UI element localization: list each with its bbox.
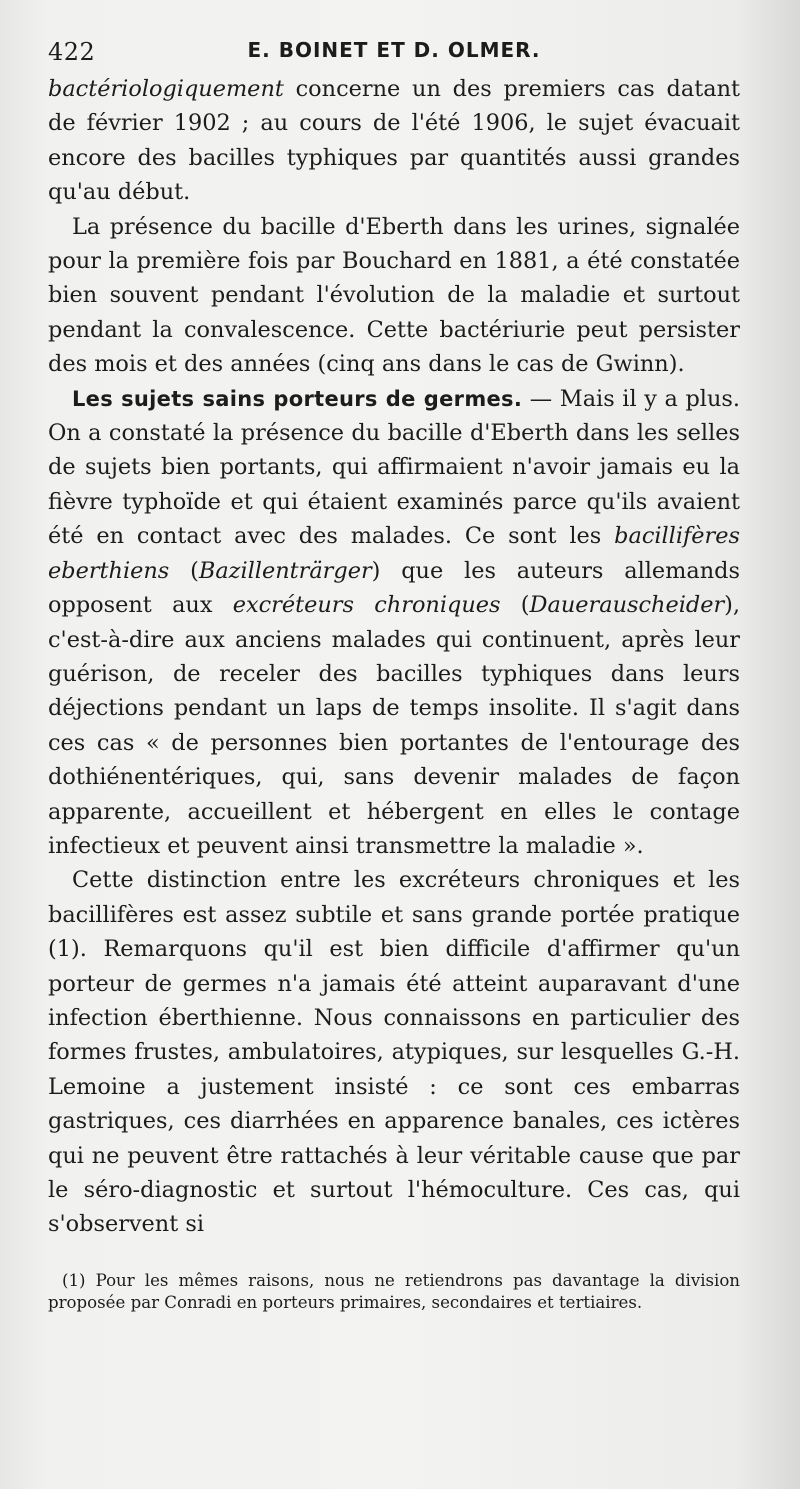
paragraph-text: Cette distinction entre les excréteurs chroniques et les bacillifères est assez subtile et sans grande portée pratique (1). Remarquons qu'il est bien difficile d'affirmer qu'un porteur de germes n'a jamais été atteint auparavant d'une infection éberthienne. Nous connaissons en particulier des formes frustes, ambulatoires, atypiques, sur lesquelles G.-H. Lemoine a justement insisté : ce sont ces embarras gastriques, ces diarrhées en apparence banales, ces ictères qui ne peuvent être rattachés à leur véritable cause que par le séro-diagnostic et surtout l'hémoculture. Ces cas, qui s'observent si [48, 867, 740, 1238]
paragraph-text: La présence du bacille d'Eberth dans les urines, signalée pour la première fois par Bouchard en 1881, a été constatée bien souvent pendant l'évolution de la maladie et surtout pendant la convalescence. Cette bactériurie peut persister des mois et des années (cinq ans dans le cas de Gwinn). [48, 213, 740, 378]
italic-term: bactériologiquement [48, 76, 284, 102]
paragraph-text: ) que les auteurs allemands opposent aux [48, 557, 740, 619]
page-number: 422 [48, 38, 96, 66]
paragraph-text: ), c'est-à-dire aux anciens malades qui continuent, après leur guérison, de receler des bacilles typhiques dans leurs déjections pendant un laps de temps insolite. Il s'agit dans ces cas « de personnes bien portantes de l'entourage des dothiénentériques, qui, sans devenir malades de façon apparente, accueillent et hébergent en elles le contage infectieux et peuvent ainsi transmettre la maladie ». [48, 592, 741, 859]
running-header [48, 30, 740, 70]
italic-term: excréteurs chroniques [232, 592, 501, 619]
paragraph-4 [48, 863, 740, 1241]
paragraph-1 [48, 72, 740, 210]
italic-term: bacillifères eberthiens [48, 523, 740, 584]
footnotes [48, 1270, 740, 1314]
paragraph-3 [48, 382, 740, 864]
paragraph-text: ( [169, 557, 199, 584]
italic-term: Dauerauscheider [529, 592, 725, 619]
paragraph-2 [48, 210, 740, 382]
footnote-1: (1) Pour les mêmes raisons, nous ne retiendrons pas davantage la division proposée par Conradi en porteurs primaires, secondaires et tertiaires. [48, 1270, 740, 1312]
paragraph-text: ( [500, 592, 530, 619]
main-text [48, 72, 740, 1242]
section-run-in-heading: Les sujets sains porteurs de germes. [72, 386, 523, 411]
running-title: E. BOINET ET D. OLMER. [247, 38, 541, 62]
paragraph-text: — Mais il y a plus. On a constaté la présence du bacille d'Eberth dans les selles de sujets bien portants, qui affirmaient n'avoir jamais eu la fièvre typhoïde et qui étaient examinés parce qu'ils avaient été en contact avec des malades. Ce sont les [48, 385, 740, 550]
paragraph-text: concerne un des premiers cas datant de février 1902 ; au cours de l'été 1906, le sujet évacuait encore des bacilles typhiques par quantités aussi grandes qu'au début. [48, 76, 740, 206]
italic-term: Bazillenträrger [198, 557, 372, 584]
